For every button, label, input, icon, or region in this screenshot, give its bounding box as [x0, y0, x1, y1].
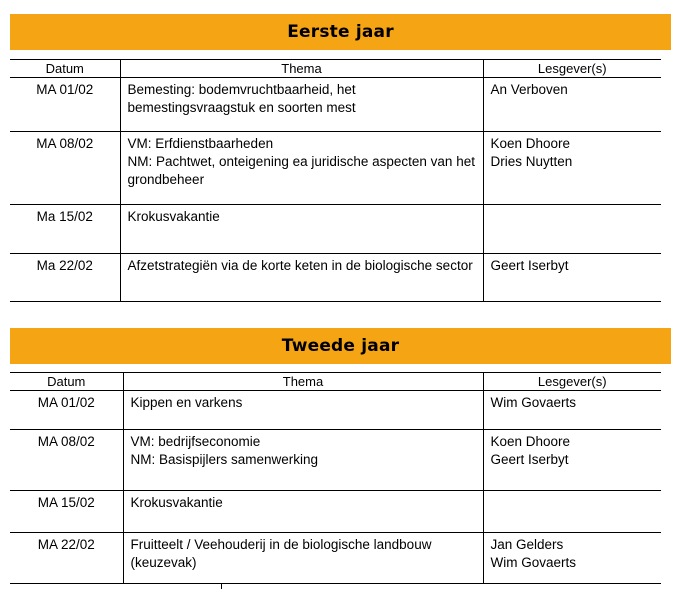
- theme-cell: [123, 491, 483, 533]
- theme-line: Bemesting: bodemvruchtbaarheid, het bemestingsvraagstuk en soorten mest: [127, 82, 356, 115]
- teacher-name: Wim Govaerts: [490, 395, 577, 410]
- teacher-name: Koen Dhoore: [490, 434, 571, 449]
- date-cell: MA 15/02: [10, 491, 123, 533]
- date-cell: MA 22/02: [10, 533, 123, 584]
- theme-cell: [120, 254, 483, 302]
- teacher-name: Dries Nuytten: [490, 154, 573, 169]
- teacher-cell: [483, 430, 661, 491]
- table-row: [10, 78, 661, 132]
- section-title: Eerste jaar: [287, 22, 394, 42]
- header-lesgevers: Lesgever(s): [483, 373, 661, 391]
- table-row: [10, 533, 661, 584]
- theme-cell: [123, 533, 483, 584]
- teacher-cell: [483, 491, 661, 533]
- theme-line: Afzetstrategiën via de korte keten in de biologische sector: [127, 258, 473, 273]
- teacher-name: Jan Gelders: [490, 537, 564, 552]
- table-row: [10, 491, 661, 533]
- date-cell: MA 01/02: [10, 78, 120, 132]
- date-cell: MA 08/02: [10, 430, 123, 491]
- theme-line: Fruitteelt / Veehouderij in de biologische landbouw: [130, 537, 432, 552]
- header-datum: Datum: [10, 60, 120, 78]
- table-row: [10, 205, 661, 254]
- teacher-name: Geert Iserbyt: [490, 258, 569, 273]
- table-row: [10, 430, 661, 491]
- teacher-name: Geert Iserbyt: [490, 452, 569, 467]
- header-lesgevers: Lesgever(s): [483, 60, 661, 78]
- theme-line: Krokusvakantie: [127, 209, 220, 224]
- theme-cell: [120, 205, 483, 254]
- teacher-cell: [483, 391, 661, 430]
- header-thema: Thema: [123, 373, 483, 391]
- schedule-table-eerste-jaar: [10, 59, 661, 302]
- table-row: [10, 391, 661, 430]
- teacher-name: Koen Dhoore: [490, 136, 571, 151]
- teacher-name: An Verboven: [490, 82, 568, 97]
- theme-line: NM: Pachtwet, onteigening ea juridische aspecten van het grondbeheer: [127, 154, 475, 187]
- schedule-table-tweede-jaar: [10, 372, 661, 584]
- theme-line: (keuzevak): [130, 555, 197, 570]
- header-datum: Datum: [10, 373, 123, 391]
- teacher-name: Wim Govaerts: [490, 555, 577, 570]
- table-row: [10, 254, 661, 302]
- table-header-row: [10, 60, 661, 78]
- table-header-row: [10, 373, 661, 391]
- header-thema: Thema: [120, 60, 483, 78]
- section-title: Tweede jaar: [281, 336, 400, 356]
- table-edge-tick: [221, 584, 222, 589]
- date-cell: MA 08/02: [10, 132, 120, 205]
- theme-line: VM: Erfdienstbaarheden: [127, 136, 274, 151]
- theme-line: Kippen en varkens: [130, 395, 243, 410]
- theme-line: VM: bedrijfseconomie: [130, 434, 261, 449]
- teacher-cell: [483, 78, 661, 132]
- theme-cell: [123, 430, 483, 491]
- theme-cell: [123, 391, 483, 430]
- table-row: [10, 132, 661, 205]
- date-cell: MA 01/02: [10, 391, 123, 430]
- theme-cell: [120, 78, 483, 132]
- theme-line: NM: Basispijlers samenwerking: [130, 452, 319, 467]
- teacher-cell: [483, 132, 661, 205]
- teacher-cell: [483, 533, 661, 584]
- teacher-cell: [483, 254, 661, 302]
- date-cell: Ma 22/02: [10, 254, 120, 302]
- teacher-cell: [483, 205, 661, 254]
- theme-line: Krokusvakantie: [130, 495, 223, 510]
- theme-cell: [120, 132, 483, 205]
- section-banner-eerste-jaar: [10, 14, 671, 50]
- section-banner-tweede-jaar: [10, 328, 671, 364]
- date-cell: Ma 15/02: [10, 205, 120, 254]
